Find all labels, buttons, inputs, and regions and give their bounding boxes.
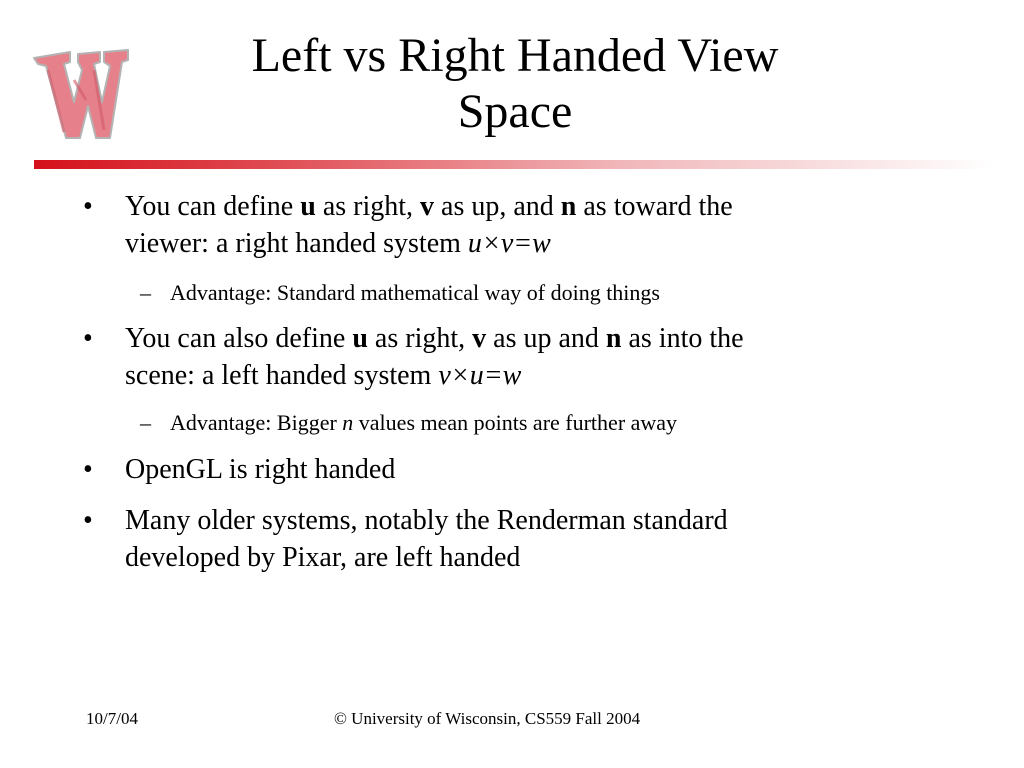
title-divider [34,160,994,169]
bullet-2 [83,320,885,394]
vector-v: v [472,323,487,354]
dash-marker: – [140,280,151,305]
equals-symbol: = [483,360,503,391]
math-var: u [469,360,484,391]
bullet-2-line-1 [125,320,885,357]
text: You can also define [125,323,353,354]
university-logo [30,40,130,146]
title-line-1: Left vs Right Handed View [251,29,779,82]
bullet-2-line-2 [125,357,885,394]
bullet-marker: • [83,505,93,536]
math-var: n [342,410,354,435]
math-var: u [467,228,482,259]
equation [438,360,521,391]
bullet-4 [83,502,885,576]
sub-bullet-2 [140,409,930,437]
bullet-1-line-2 [125,225,885,262]
text: as right, [367,323,473,354]
text: scene: a left handed system [125,360,439,391]
sub-bullet-text: Advantage: Standard mathematical way of doing things [170,280,660,305]
bullet-4-line-1: Many older systems, notably the Renderman standard [125,505,728,536]
bullet-1-line-1 [125,188,885,225]
cross-symbol: × [450,360,470,391]
text: values mean points are further away [353,410,678,435]
dash-marker: – [140,410,151,435]
w-logo-icon [30,40,130,146]
text: as toward the [576,191,733,222]
vector-u: u [300,191,316,222]
bullet-4-line-2: developed by Pixar, are left handed [125,542,521,573]
vector-u: u [352,323,368,354]
equation [468,228,551,259]
text: as up, and [434,191,561,222]
text: as right, [315,191,421,222]
footer-copyright: © University of Wisconsin, CS559 Fall 2004 [334,709,641,728]
text: as into the [621,323,744,354]
math-var: v [438,360,451,391]
math-var: v [500,228,514,259]
bullet-marker: • [83,454,93,485]
bullet-marker: • [83,191,93,222]
bullet-3-text: OpenGL is right handed [125,454,396,485]
vector-n: n [560,191,577,222]
sub-bullet-1 [140,279,930,307]
text: You can define [125,191,301,222]
math-var: w [502,360,522,391]
text: Advantage: Bigger [170,410,343,435]
text: as up and [486,323,606,354]
bullet-1 [83,188,885,262]
slide-title [150,28,880,140]
equals-symbol: = [513,228,533,259]
title-line-2: Space [457,85,573,138]
cross-symbol: × [481,228,501,259]
footer-date: 10/7/04 [86,709,138,728]
text: viewer: a right handed system [125,228,468,259]
vector-v: v [420,191,435,222]
bullet-3 [83,451,885,488]
math-var: w [532,228,551,259]
bullet-marker: • [83,323,93,354]
vector-n: n [605,323,622,354]
